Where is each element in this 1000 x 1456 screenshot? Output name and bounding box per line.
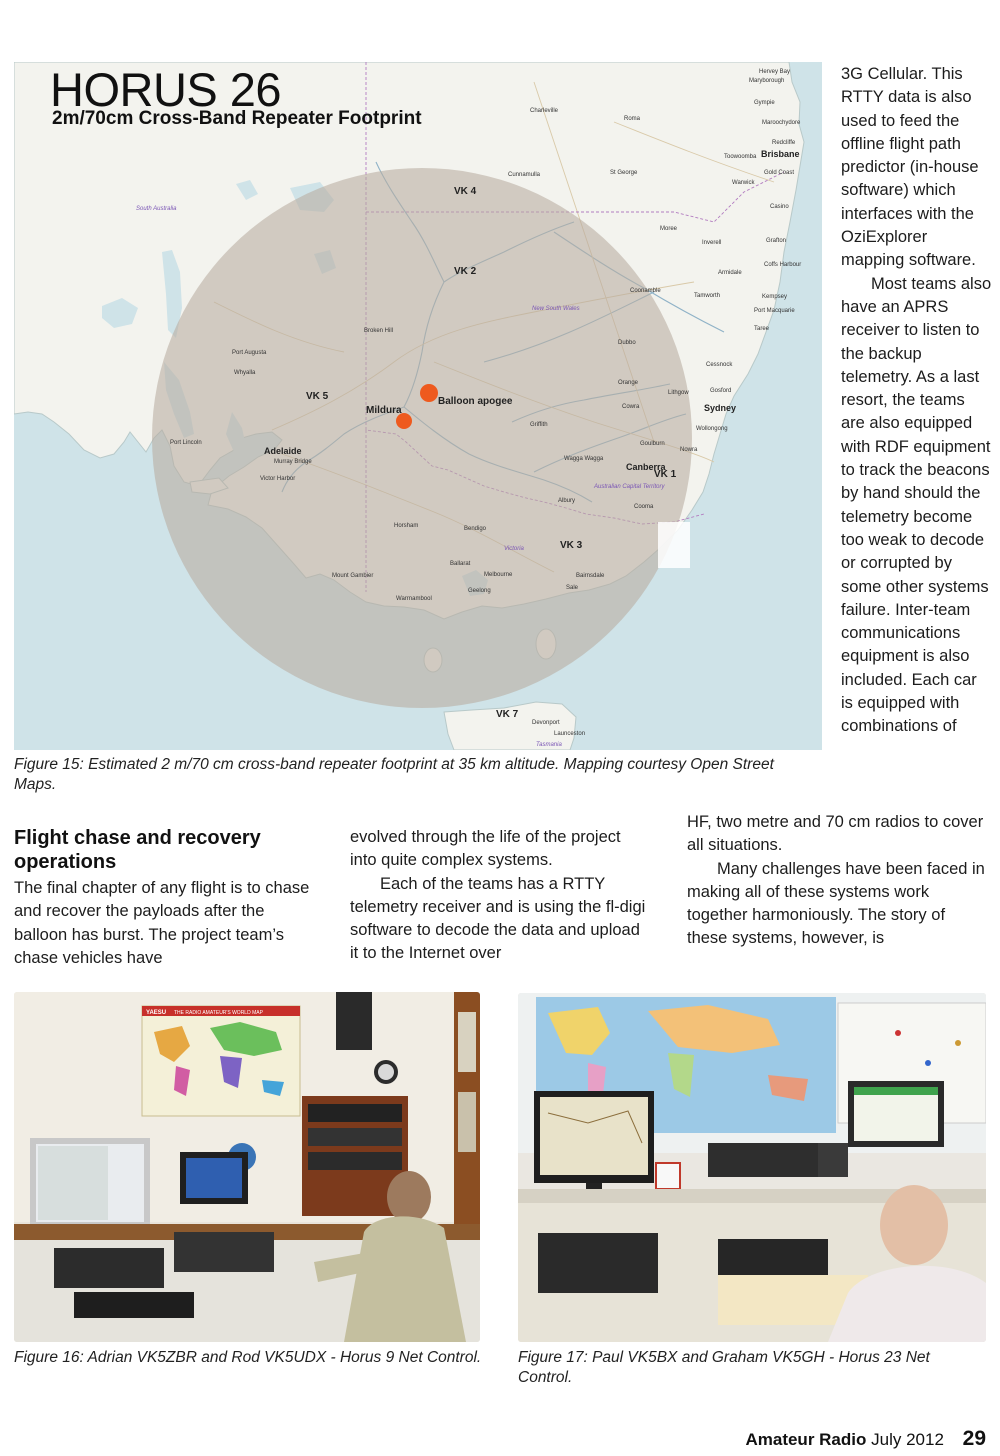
town-label-grafton: Grafton [766,238,787,244]
town-label-redcliffe: Redcliffe [772,140,796,146]
region-label-south-australia: South Australia [136,206,177,212]
town-label-inverell: Inverell [702,240,722,246]
town-label-cowra: Cowra [622,404,640,410]
town-label-st-george: St George [610,170,638,176]
map-subtitle: 2m/70cm Cross-Band Repeater Footprint [52,108,422,129]
balloon-apogee-label: Balloon apogee [438,396,513,407]
map-title: HORUS 26 [50,63,282,116]
city-label-canberra: Canberra [626,462,666,472]
town-label-port-lincoln: Port Lincoln [170,440,202,446]
zone-label-vk3: VK 3 [560,540,583,551]
town-label-devonport: Devonport [532,720,560,726]
town-label-murray-bridge: Murray Bridge [274,459,312,465]
town-label-armidale: Armidale [718,270,742,276]
figure-17-photo [518,993,986,1342]
zone-label-vk1: VK 1 [654,469,677,480]
town-label-casino: Casino [770,204,789,210]
city-label-adelaide: Adelaide [264,446,302,456]
town-label-charleville: Charleville [530,108,559,114]
town-label-sale: Sale [566,585,579,591]
town-label-albury: Albury [558,498,576,504]
right-column-paragraph-1: 3G Cellular. This RTTY data is also used to feed the offline flight path predictor (in-house software) which interfaces with the OziExplorer mapping software. [841,65,979,270]
region-label-nsw: New South Wales [532,306,580,312]
town-label-warrnambool: Warrnambool [396,596,432,602]
repeater-footprint-circle [152,168,692,708]
figure-16-image [14,992,480,1342]
map-patch [658,522,690,568]
operator [387,1171,431,1223]
town-label-kempsey: Kempsey [762,294,788,300]
town-label-maroochydore: Maroochydore [762,120,801,126]
page-footer [745,1427,986,1451]
town-label-roma: Roma [624,116,641,122]
right-column-text [841,63,993,739]
town-label-geelong: Geelong [468,588,491,594]
town-label-port-augusta: Port Augusta [232,350,267,356]
region-label-act: Australian Capital Territory [594,484,665,490]
town-label-coffs-harbour: Coffs Harbour [764,262,802,268]
body-column-3-paragraph-2: Many challenges have been faced in making all of these systems work together harmoniously. The story of these systems, however, is [687,859,985,948]
town-label-goulburn: Goulburn [640,441,665,447]
poster-title: THE RADIO AMATEUR'S WORLD MAP [174,1010,263,1016]
town-label-melbourne: Melbourne [484,572,513,578]
town-label-ballarat: Ballarat [450,561,471,567]
radio-stack [708,1143,818,1177]
town-label-mount-gambier: Mount Gambier [332,573,374,579]
town-label-wollongong: Wollongong [696,426,728,432]
body-column-1 [14,877,314,970]
operator [880,1185,948,1265]
zone-label-vk4: VK 4 [454,186,477,197]
town-label-tamworth: Tamworth [694,293,721,299]
town-label-port-macquarie: Port Macquarie [754,308,795,314]
town-label-wagga-wagga: Wagga Wagga [564,456,604,462]
city-label-sydney: Sydney [704,403,737,413]
town-label-nowra: Nowra [680,447,698,453]
town-label-hervey-bay: Hervey Bay [759,69,791,75]
body-column-2 [350,826,650,966]
body-column-1-paragraph: The final chapter of any flight is to chase and recover the payloads after the balloon has burst. The project team’s chase vehicles have [14,879,310,967]
city-label-brisbane: Brisbane [761,149,800,159]
town-label-bendigo: Bendigo [464,526,487,532]
town-label-cessnock: Cessnock [706,362,733,368]
figure-16-caption: Figure 16: Adrian VK5ZBR and Rod VK5UDX - Horus 9 Net Control. [14,1349,482,1366]
speaker [336,992,372,1050]
town-label-toowoomba: Toowoomba [724,154,757,160]
town-label-cunnamulla: Cunnamulla [508,172,541,178]
town-label-dubbo: Dubbo [618,340,636,346]
region-label-victoria: Victoria [504,546,524,552]
town-label-warwick: Warwick [732,180,755,186]
town-label-coonamble: Coonamble [630,288,661,294]
zone-label-vk2: VK 2 [454,266,477,277]
town-label-orange: Orange [618,380,639,386]
town-label-horsham: Horsham [394,523,419,529]
figure-15-caption: Figure 15: Estimated 2 m/70 cm cross-band repeater footprint at 35 km altitude. Mapping courtesy Open Street Maps. [14,756,774,793]
zone-label-vk7: VK 7 [496,709,519,720]
town-label-whyalla: Whyalla [234,370,256,376]
keyboard [74,1292,194,1318]
body-column-2-paragraph-2: Each of the teams has a RTTY telemetry receiver and is using the fl-digi software to decode the data and upload it to the Internet over [350,874,646,963]
transceiver [54,1248,164,1288]
footer-magazine: Amateur Radio [745,1430,867,1449]
town-label-launceston: Launceston [554,731,586,737]
page-number: 29 [962,1427,986,1450]
region-label-tasmania: Tasmania [536,742,562,748]
town-label-bairnsdale: Bairnsdale [576,573,605,579]
town-label-gympie: Gympie [754,100,775,106]
section-heading: Flight chase and recovery operations [14,827,261,873]
figure-16-photo [14,992,480,1342]
transceiver [538,1233,658,1293]
body-column-2-paragraph-1: evolved through the life of the project into quite complex systems. [350,828,621,870]
right-column-paragraph-2: Most teams also have an APRS receiver to listen to the backup telemetry. As a last resort, the teams are also equipped with RDF equipment to track the beacons by hand should the telemetry become too weak to decode or corrupted by some other systems failure. Inter-team communications equipment is also included. Each car is equipped with combinations of [841,274,992,736]
town-label-cooma: Cooma [634,504,654,510]
zone-label-vk5: VK 5 [306,391,329,402]
town-label-lithgow: Lithgow [668,390,689,396]
figure-17-caption: Figure 17: Paul VK5BX and Graham VK5GH - Horus 23 Net Control. [518,1349,930,1386]
footer-issue: July 2012 [871,1430,944,1449]
figure-15-map [14,62,822,750]
map-graphic [14,62,822,750]
town-label-taree: Taree [754,326,770,332]
mug [656,1163,680,1189]
town-label-gold-coast: Gold Coast [764,170,795,176]
figure-17-image [518,993,986,1342]
town-label-moree: Moree [660,226,678,232]
body-column-3-paragraph-1: HF, two metre and 70 cm radios to cover all situations. [687,813,984,855]
town-label-griffith: Griffith [530,422,548,428]
town-label-maryborough: Maryborough [749,78,785,84]
town-label-broken-hill: Broken Hill [364,328,394,334]
balloon-apogee-marker [420,384,438,402]
body-column-3 [687,811,989,951]
mildura-label: Mildura [366,405,402,416]
poster-brand: YAESU [146,1010,167,1016]
town-label-victor-harbor: Victor Harbor [260,476,296,482]
town-label-gosford: Gosford [710,388,732,394]
